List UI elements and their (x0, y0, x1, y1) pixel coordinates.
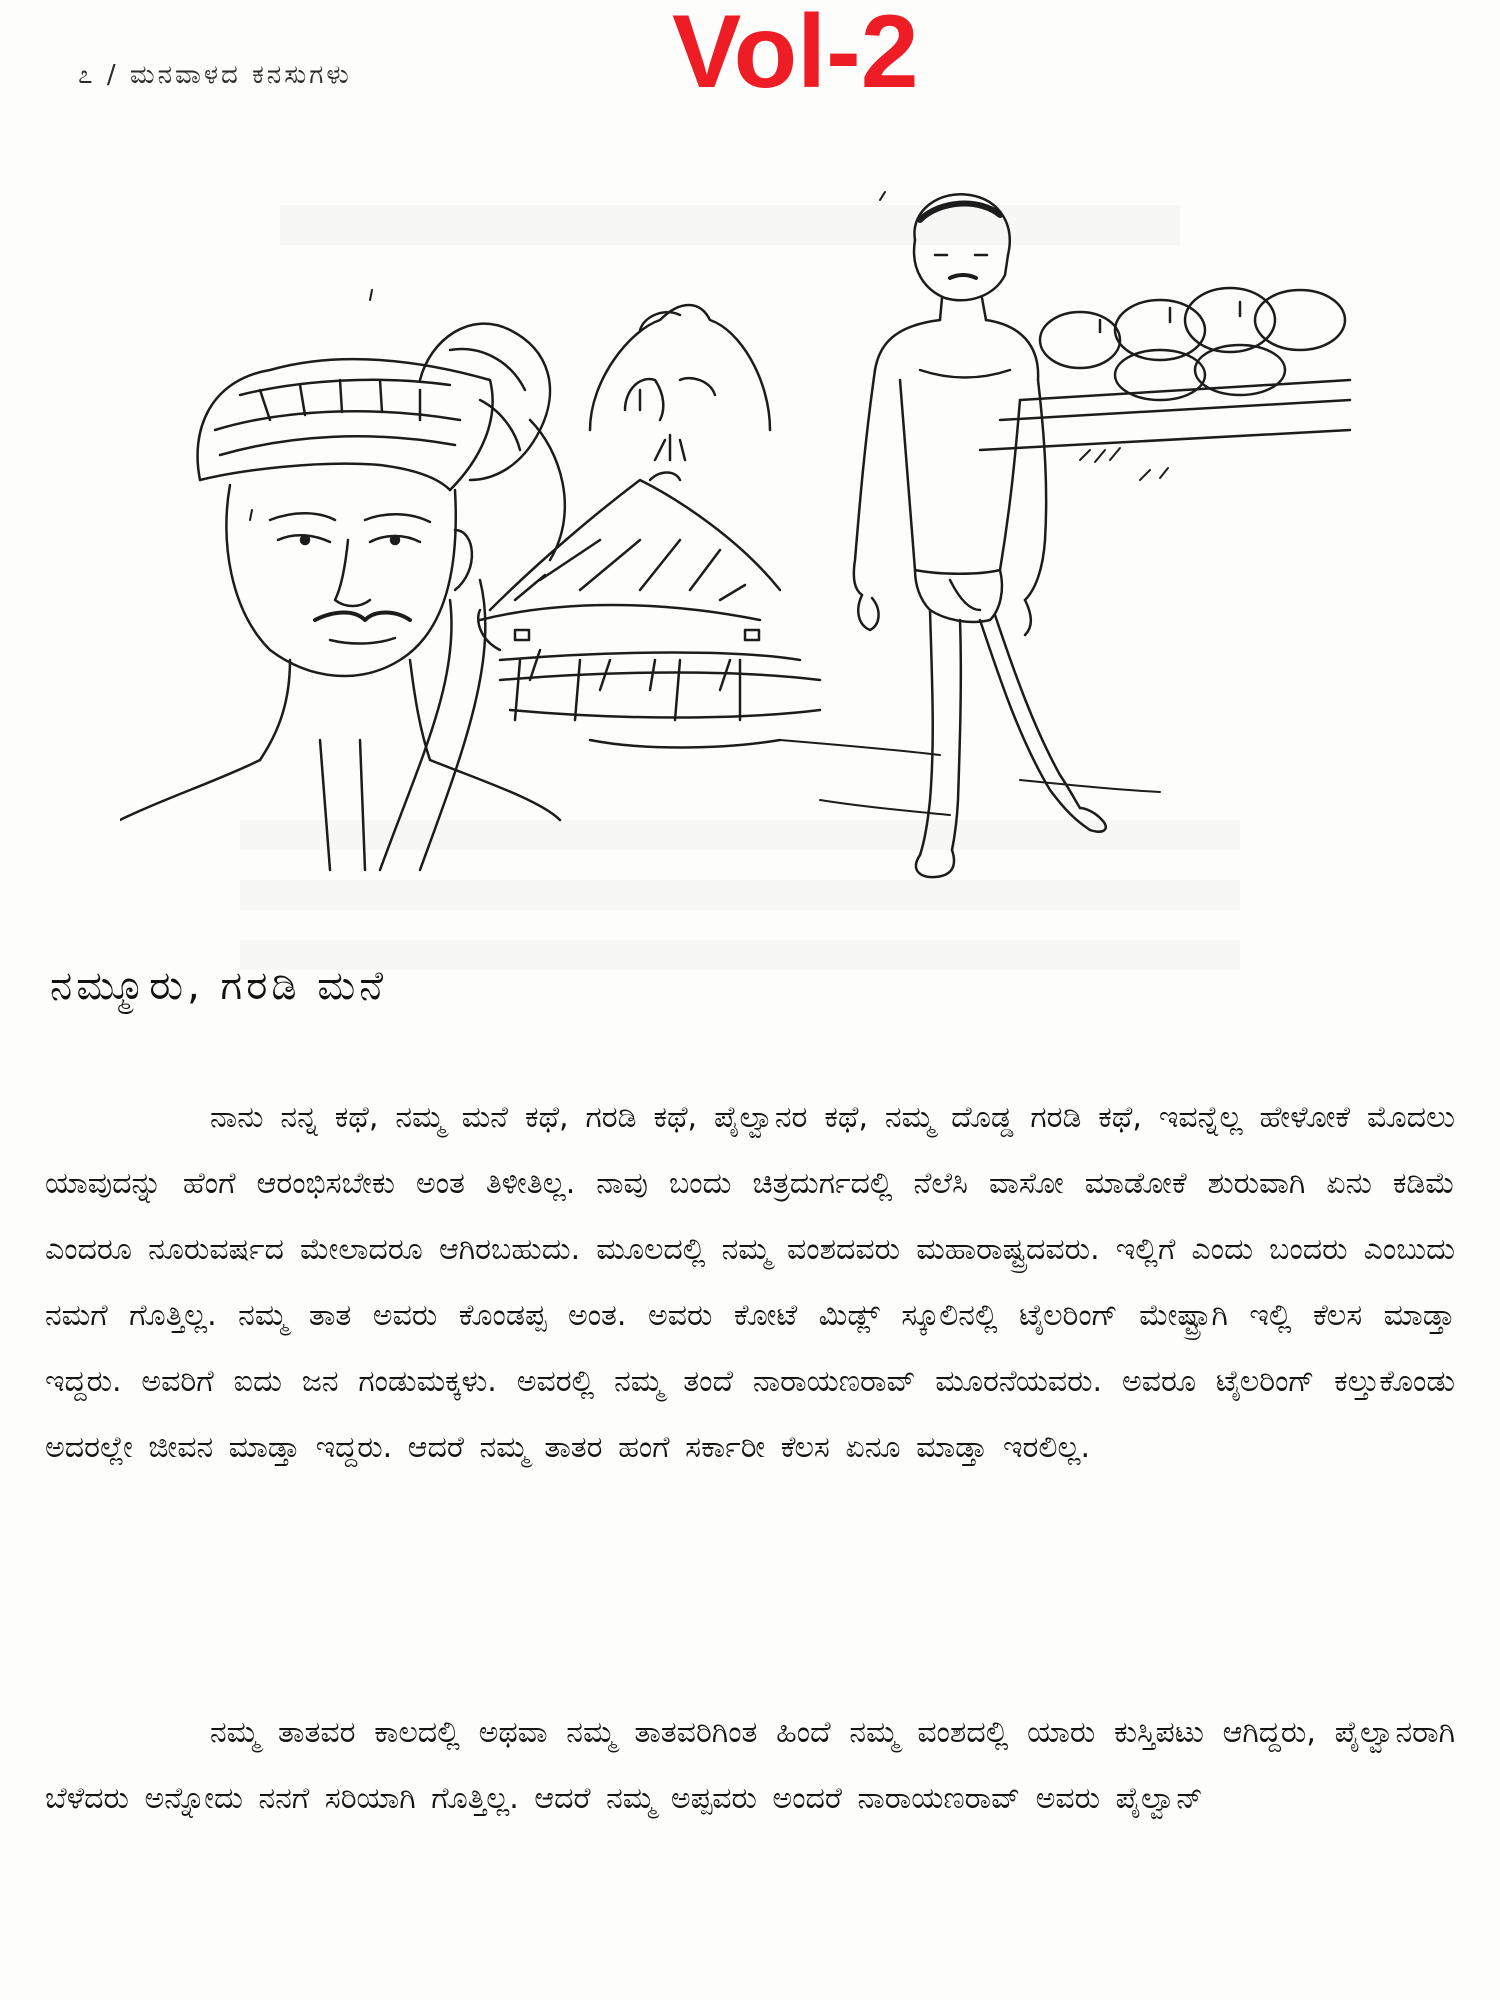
paragraph-2-text: ನಮ್ಮ ತಾತವರ ಕಾಲದಲ್ಲಿ ಅಥವಾ ನಮ್ಮ ತಾತವರಿಗಿಂತ ಹಿಂದೆ ನಮ್ಮ ವಂಶದಲ್ಲಿ ಯಾರು ಕುಸ್ತಿಪಟು ಆಗಿದ್ದರು, ಪೈಲ್ವಾನರಾಗಿ ಬೆಳೆದರು ಅನ್ನೋದು ನನಗೆ ಸರಿಯಾಗಿ ಗೊತ್ತಿಲ್ಲ. ಆದರೆ ನಮ್ಮ ಅಪ್ಪವರು ಅಂದರೆ ನಾರಾಯಣರಾವ್ ಅವರು ಪೈಲ್ವಾನ್ (45, 1715, 1455, 1816)
wrestler-figure-icon (854, 194, 1106, 877)
section-title: ನಮ್ಮೂರು, ಗರಡಿ ಮನೆ (50, 963, 388, 1009)
bleed-through-line (240, 880, 1240, 910)
turbaned-man-portrait-icon (120, 324, 565, 870)
paragraph-1 (45, 1085, 1455, 1481)
bolster-stack-icon (980, 288, 1350, 450)
volume-label: Vol-2 (672, 0, 919, 110)
illustration (120, 180, 1380, 880)
ground-lines (250, 192, 1168, 815)
shrine-icon (478, 305, 820, 748)
running-head: ೭ / ಮನವಾಳದ ಕನಸುಗಳು (78, 60, 352, 90)
paragraph-2 (45, 1700, 1455, 1832)
bleed-through-line (240, 940, 1240, 970)
paragraph-1-text: ನಾನು ನನ್ನ ಕಥೆ, ನಮ್ಮ ಮನೆ ಕಥೆ, ಗರಡಿ ಕಥೆ, ಪೈಲ್ವಾನರ ಕಥೆ, ನಮ್ಮ ದೊಡ್ಡ ಗರಡಿ ಕಥೆ, ಇವನ್ನೆಲ್ಲ ಹೇಳೋಕೆ ಮೊದಲು ಯಾವುದನ್ನು ಹೆಂಗೆ ಆರಂಭಿಸಬೇಕು ಅಂತ ತಿಳೀತಿಲ್ಲ. ನಾವು ಬಂದು ಚಿತ್ರದುರ್ಗದಲ್ಲಿ ನೆಲೆಸಿ ವಾಸೋ ಮಾಡೋಕೆ ಶುರುವಾಗಿ ಏನು ಕಡಿಮೆ ಎಂದರೂ ನೂರುವರ್ಷದ ಮೇಲಾದರೂ ಆಗಿರಬಹುದು. ಮೂಲದಲ್ಲಿ ನಮ್ಮ ವಂಶದವರು ಮಹಾರಾಷ್ಟ್ರದವರು. ಇಲ್ಲಿಗೆ ಎಂದು ಬಂದರು ಎಂಬುದು ನಮಗೆ ಗೊತ್ತಿಲ್ಲ. ನಮ್ಮ ತಾತ ಅವರು ಕೊಂಡಪ್ಪ ಅಂತ. ಅವರು ಕೋಟೆ ಮಿಡ್ಲ್ ಸ್ಕೂಲಿನಲ್ಲಿ ಟೈಲರಿಂಗ್ ಮೇಷ್ಟ್ರಾಗಿ ಇಲ್ಲಿ ಕೆಲಸ ಮಾಡ್ತಾ ಇದ್ದರು. ಅವರಿಗೆ ಐದು ಜನ ಗಂಡುಮಕ್ಕಳು. ಅವರಲ್ಲಿ ನಮ್ಮ ತಂದೆ ನಾರಾಯಣರಾವ್ ಮೂರನೆಯವರು. ಅವರೂ ಟೈಲರಿಂಗ್ ಕಲ್ತುಕೊಂಡು ಅದರಲ್ಲೇ ಜೀವನ ಮಾಡ್ತಾ ಇದ್ದರು. ಆದರೆ ನಮ್ಮ ತಾತರ ಹಂಗೆ ಸರ್ಕಾರೀ ಕೆಲಸ ಏನೂ ಮಾಡ್ತಾ ಇರಲಿಲ್ಲ. (45, 1100, 1455, 1465)
